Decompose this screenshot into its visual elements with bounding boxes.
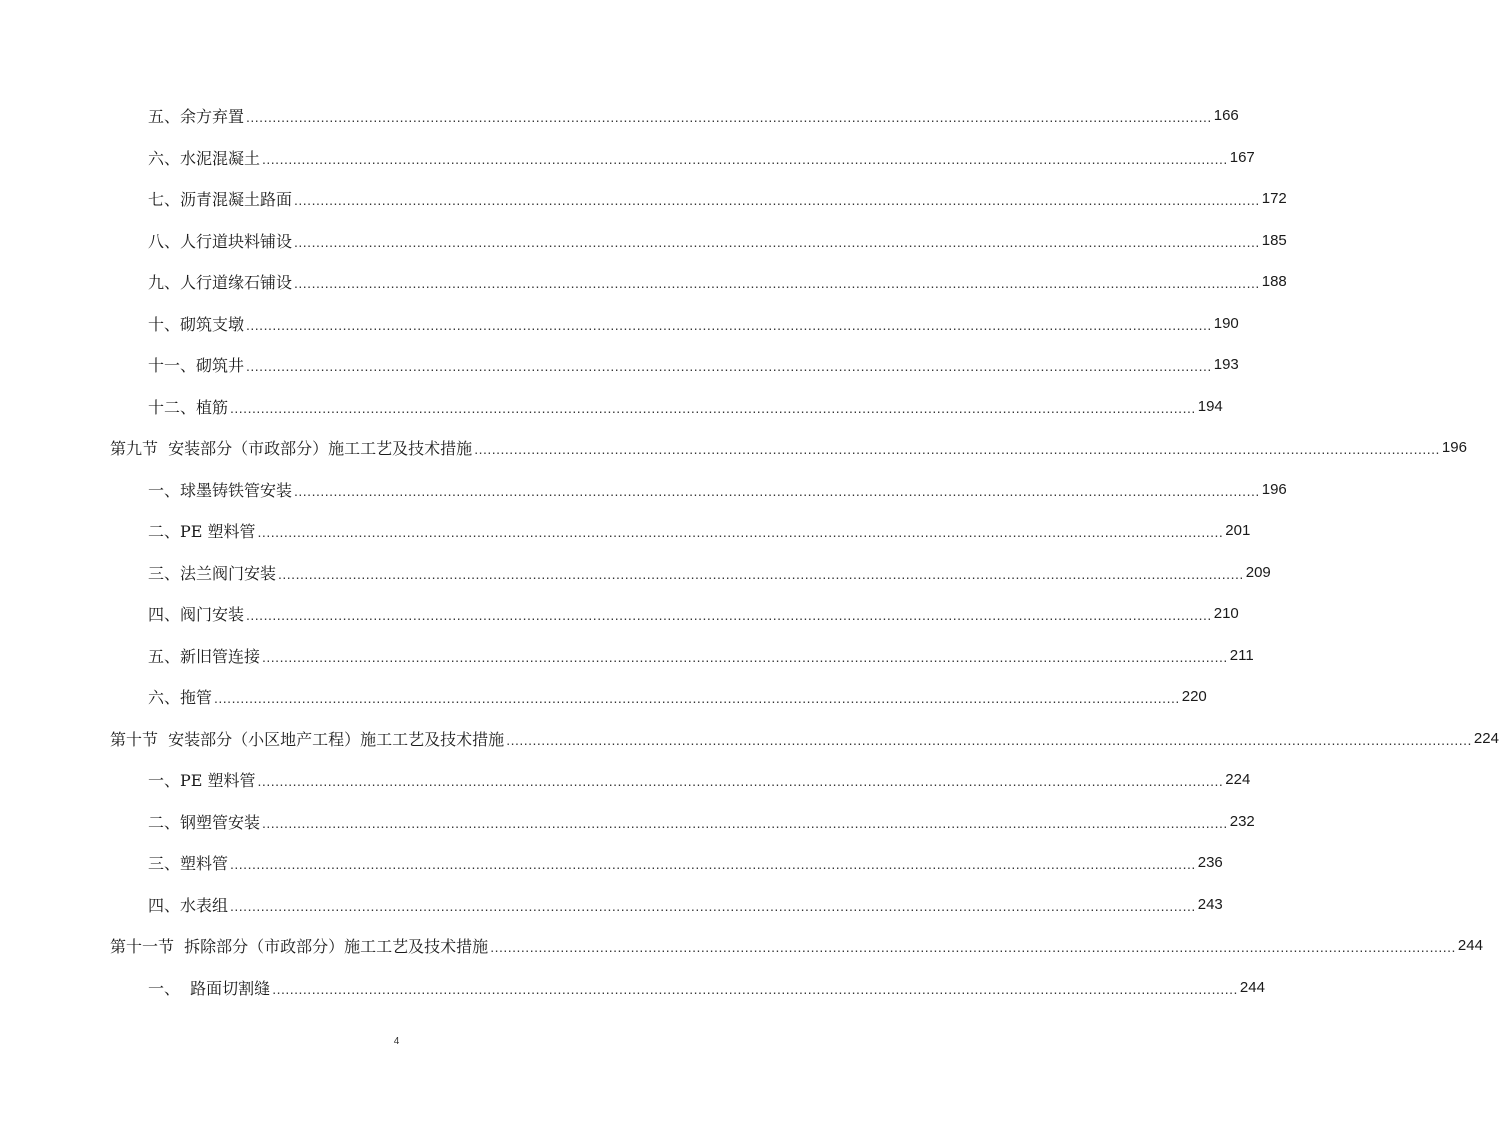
toc-entry-title: 七、沥青混凝土路面 bbox=[148, 190, 293, 210]
toc-subsection-entry[interactable] bbox=[0, 635, 1254, 677]
toc-subsection-entry[interactable] bbox=[0, 469, 1287, 511]
toc-subsection-entry[interactable] bbox=[0, 303, 1239, 345]
dot-leader: ............................................................................................................................................................................................................................ bbox=[230, 399, 1196, 416]
table-of-contents bbox=[0, 95, 1499, 1008]
toc-entry-title: 六、拖管 bbox=[148, 688, 213, 708]
dot-leader: ............................................................................................................................................................................................................................ bbox=[262, 150, 1228, 167]
toc-subsection-entry[interactable] bbox=[0, 593, 1239, 635]
toc-entry-page-number: 210 bbox=[1213, 605, 1239, 623]
toc-entry-page-number: 172 bbox=[1261, 190, 1287, 208]
toc-subsection-entry[interactable] bbox=[0, 801, 1255, 843]
dot-leader: ............................................................................................................................................................................................................................ bbox=[230, 897, 1196, 914]
dot-leader: ............................................................................................................................................................................................................................ bbox=[294, 482, 1260, 499]
toc-entry-page-number: 185 bbox=[1261, 231, 1287, 249]
dot-leader: ............................................................................................................................................................................................................................ bbox=[257, 773, 1224, 790]
dot-leader: ............................................................................................................................................................................................................................ bbox=[506, 731, 1472, 748]
toc-entry-page-number: 243 bbox=[1197, 895, 1223, 913]
toc-entry-page-number: 190 bbox=[1213, 314, 1239, 332]
toc-subsection-entry[interactable] bbox=[0, 884, 1223, 926]
dot-leader: ............................................................................................................................................................................................................................ bbox=[246, 109, 1212, 126]
toc-entry-title: 一、球墨铸铁管安装 bbox=[148, 480, 293, 500]
dot-leader: ............................................................................................................................................................................................................................ bbox=[246, 316, 1212, 333]
toc-subsection-entry[interactable] bbox=[0, 344, 1239, 386]
toc-subsection-entry[interactable] bbox=[0, 386, 1223, 428]
dot-leader: ............................................................................................................................................................................................................................ bbox=[294, 192, 1260, 209]
toc-entry-title: 二、钢塑管安装 bbox=[148, 812, 261, 832]
toc-entry-page-number: 232 bbox=[1229, 812, 1255, 830]
dot-leader: ............................................................................................................................................................................................................................ bbox=[246, 358, 1212, 375]
toc-entry-page-number: 209 bbox=[1245, 563, 1271, 581]
toc-section-entry[interactable] bbox=[0, 427, 1467, 469]
toc-section-entry[interactable] bbox=[0, 718, 1499, 760]
dot-leader: ............................................................................................................................................................................................................................ bbox=[257, 524, 1224, 541]
toc-subsection-entry[interactable] bbox=[0, 137, 1255, 179]
toc-entry-title: 十二、植筋 bbox=[148, 397, 229, 417]
toc-entry-page-number: 244 bbox=[1239, 978, 1265, 996]
toc-entry-page-number: 194 bbox=[1197, 397, 1223, 415]
toc-subsection-entry[interactable] bbox=[0, 759, 1251, 801]
dot-leader: ............................................................................................................................................................................................................................ bbox=[490, 939, 1456, 956]
toc-subsection-entry[interactable] bbox=[0, 178, 1287, 220]
toc-entry-page-number: 166 bbox=[1213, 107, 1239, 125]
toc-entry-title: 三、塑料管 bbox=[148, 854, 229, 874]
dot-leader: ............................................................................................................................................................................................................................ bbox=[262, 814, 1228, 831]
toc-entry-title: 三、法兰阀门安装 bbox=[148, 563, 277, 583]
dot-leader: ............................................................................................................................................................................................................................ bbox=[294, 275, 1260, 292]
toc-subsection-entry[interactable] bbox=[0, 676, 1207, 718]
toc-entry-page-number: 196 bbox=[1441, 439, 1467, 457]
toc-subsection-entry[interactable] bbox=[0, 842, 1223, 884]
toc-entry-title: 第十节 安装部分（小区地产工程）施工工艺及技术措施 bbox=[110, 729, 505, 749]
toc-entry-title: 六、水泥混凝土 bbox=[148, 148, 261, 168]
toc-entry-page-number: 220 bbox=[1181, 688, 1207, 706]
toc-entry-title: 九、人行道缘石铺设 bbox=[148, 273, 293, 293]
toc-entry-page-number: 201 bbox=[1225, 522, 1251, 540]
page-number: 4 bbox=[393, 1036, 400, 1047]
dot-leader: ............................................................................................................................................................................................................................ bbox=[262, 648, 1228, 665]
toc-entry-title: 五、新旧管连接 bbox=[148, 646, 261, 666]
toc-entry-title: 十、砌筑支墩 bbox=[148, 314, 245, 334]
toc-section-entry[interactable] bbox=[0, 925, 1483, 967]
toc-entry-title: 第十一节 拆除部分（市政部分）施工工艺及技术措施 bbox=[110, 937, 489, 957]
dot-leader: ............................................................................................................................................................................................................................ bbox=[294, 233, 1260, 250]
toc-entry-page-number: 196 bbox=[1261, 480, 1287, 498]
toc-entry-page-number: 167 bbox=[1229, 148, 1255, 166]
toc-entry-page-number: 211 bbox=[1229, 646, 1254, 664]
dot-leader: ............................................................................................................................................................................................................................ bbox=[214, 690, 1180, 707]
toc-entry-title: 十一、砌筑井 bbox=[148, 356, 245, 376]
toc-subsection-entry[interactable] bbox=[0, 552, 1271, 594]
toc-subsection-entry[interactable] bbox=[0, 95, 1239, 137]
toc-subsection-entry[interactable] bbox=[0, 510, 1251, 552]
toc-entry-title: 四、水表组 bbox=[148, 895, 229, 915]
toc-entry-title: 一、PE 塑料管 bbox=[148, 771, 256, 791]
toc-entry-title: 八、人行道块料铺设 bbox=[148, 231, 293, 251]
dot-leader: ............................................................................................................................................................................................................................ bbox=[272, 980, 1238, 997]
toc-entry-page-number: 188 bbox=[1261, 273, 1287, 291]
dot-leader: ............................................................................................................................................................................................................................ bbox=[278, 565, 1244, 582]
toc-entry-title: 四、阀门安装 bbox=[148, 605, 245, 625]
dot-leader: ............................................................................................................................................................................................................................ bbox=[474, 441, 1440, 458]
toc-entry-page-number: 224 bbox=[1473, 729, 1499, 747]
toc-entry-page-number: 244 bbox=[1457, 937, 1483, 955]
toc-subsection-entry[interactable] bbox=[0, 967, 1265, 1009]
toc-entry-page-number: 236 bbox=[1197, 854, 1223, 872]
toc-entry-title: 第九节 安装部分（市政部分）施工工艺及技术措施 bbox=[110, 439, 473, 459]
toc-entry-page-number: 224 bbox=[1225, 771, 1251, 789]
toc-entry-title: 五、余方弃置 bbox=[148, 107, 245, 127]
toc-entry-title: 一、 路面切割缝 bbox=[148, 978, 271, 998]
toc-subsection-entry[interactable] bbox=[0, 261, 1287, 303]
dot-leader: ............................................................................................................................................................................................................................ bbox=[230, 856, 1196, 873]
toc-subsection-entry[interactable] bbox=[0, 220, 1287, 262]
dot-leader: ............................................................................................................................................................................................................................ bbox=[246, 607, 1212, 624]
toc-entry-page-number: 193 bbox=[1213, 356, 1239, 374]
toc-entry-title: 二、PE 塑料管 bbox=[148, 522, 256, 542]
